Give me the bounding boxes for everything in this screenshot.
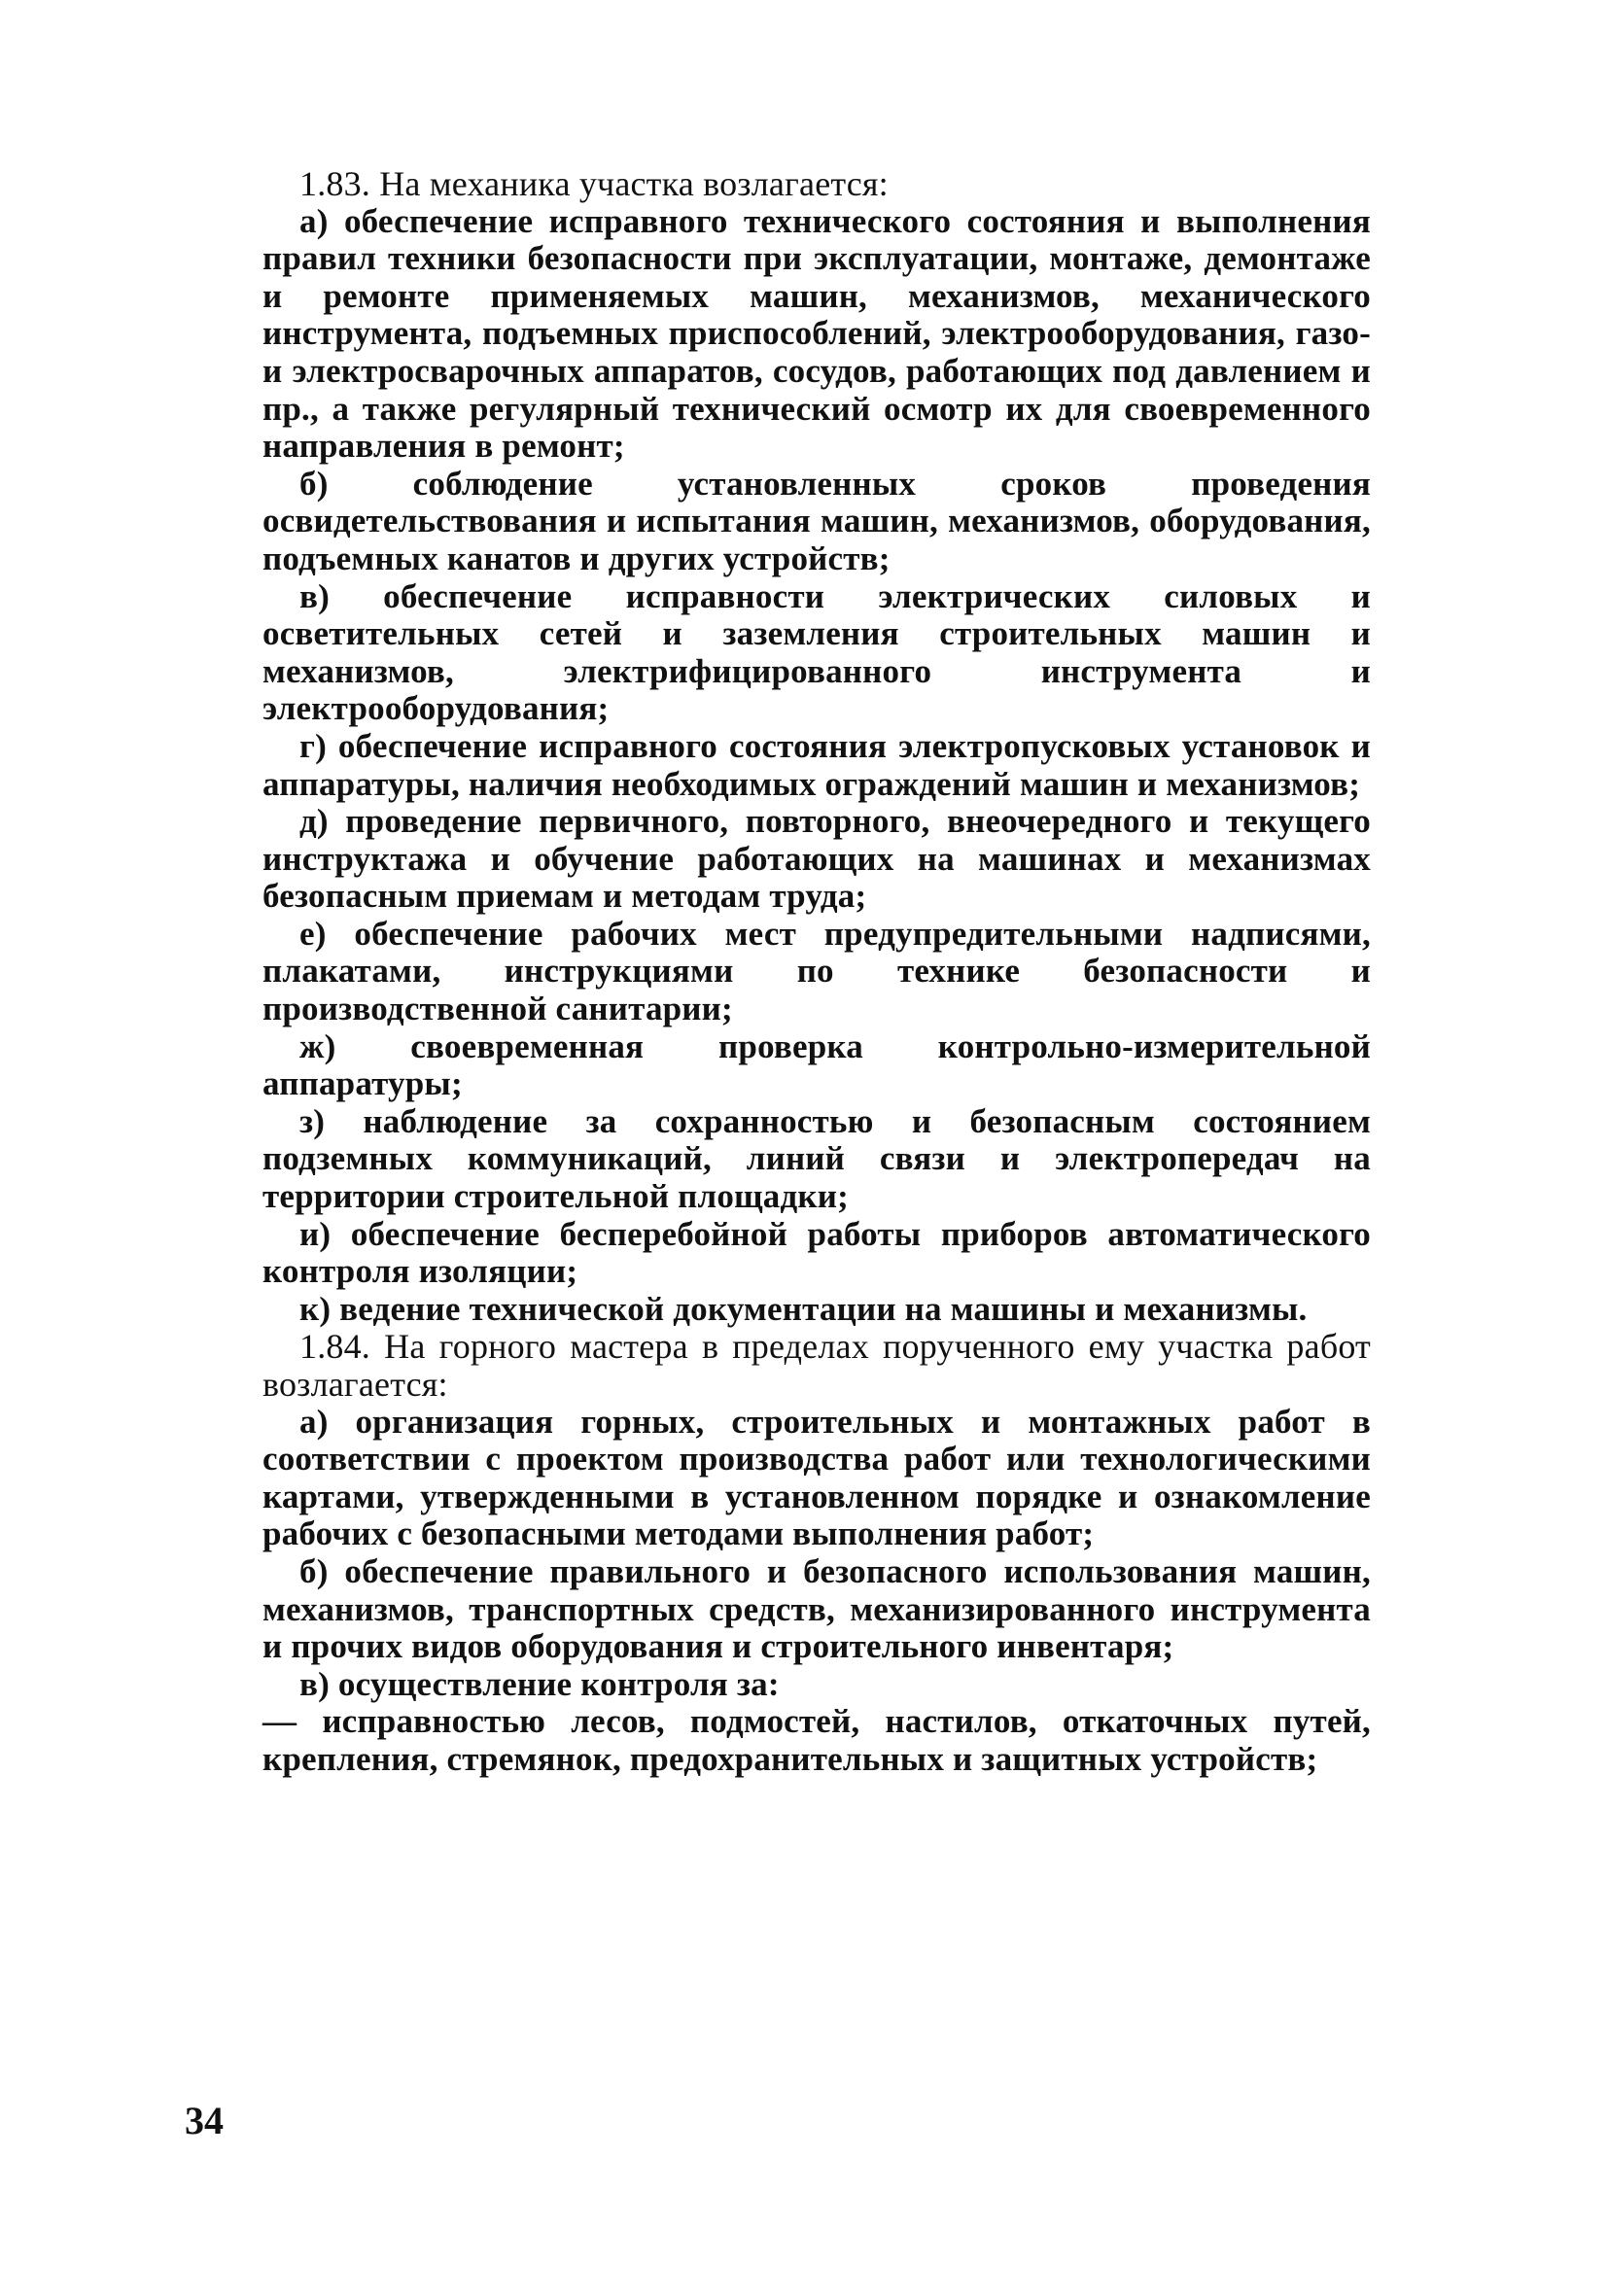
item-1-83-i: и) обеспечение бесперебойной работы приборов автоматического контроля изоляции; bbox=[262, 1214, 1371, 1291]
item-1-84-b: б) обеспечение правильного и безопасного использования машин, механизмов, транспортных средств, механизированного инструмента и прочих видов оборудования и строительного инвентаря; bbox=[262, 1551, 1371, 1666]
page-number: 34 bbox=[185, 2099, 224, 2142]
item-1-84-v-dash-1: — исправностью лесов, подмостей, настилов, откаточных путей, крепления, стремянок, предохранительных и защитных устройств; bbox=[262, 1702, 1371, 1778]
item-1-84-a: а) организация горных, строительных и монтажных работ в соответствии с проектом производства работ или технологическими картами, утвержденными в установленном порядке и ознакомление рабочих с безопасными методами выполнения работ; bbox=[262, 1402, 1371, 1553]
item-1-83-z: з) наблюдение за сохранностью и безопасным состоянием подземных коммуникаций, линий связи и электропередач на территории строительной площадки; bbox=[262, 1101, 1371, 1216]
item-1-83-k: к) ведение технической документации на машины и механизмы. bbox=[299, 1289, 1308, 1328]
item-1-83-v: в) обеспечение исправности электрических силовых и осветительных сетей и заземления строительных машин и механизмов, электрифицированного инструмента и электрооборудования; bbox=[262, 576, 1371, 728]
item-1-83-d: д) проведение первичного, повторного, внеочередного и текущего инструктажа и обучение работающих на машинах и механизмах безопасным приемам и методам труда; bbox=[262, 802, 1371, 916]
document-body bbox=[262, 165, 1371, 1779]
item-1-83-e: е) обеспечение рабочих мест предупредительными надписями, плакатами, инструкциями по технике безопасности и производственной санитарии; bbox=[262, 914, 1371, 1028]
item-1-84-v: в) осуществление контроля за: bbox=[299, 1664, 780, 1703]
item-1-83-a: а) обеспечение исправного технического состояния и выполнения правил техники безопасности при эксплуатации, монтаже, демонтаже и ремонте применяемых машин, механизмов, механического инструмента, подъемных приспособлений, электрооборудования, газо- и электросварочных аппаратов, сосудов, работающих под давлением и пр., а также регулярный технический осмотр их для своевременного направления в ремонт; bbox=[262, 201, 1371, 466]
item-1-83-zh: ж) своевременная проверка контрольно-измерительной аппаратуры; bbox=[262, 1026, 1371, 1103]
item-1-83-b: б) соблюдение установленных сроков проведения освидетельствования и испытания машин, механизмов, оборудования, подъемных канатов и других устройств; bbox=[262, 464, 1371, 577]
section-1-84-heading: 1.84. На горного мастера в пределах порученного ему участка работ возлагается: bbox=[262, 1327, 1371, 1404]
item-1-83-g: г) обеспечение исправного состояния электропусковых установок и аппаратуры, наличия необходимых ограждений машин и механизмов; bbox=[262, 726, 1371, 803]
section-1-83-heading: 1.83. На механика участка возлагается: bbox=[299, 164, 889, 203]
